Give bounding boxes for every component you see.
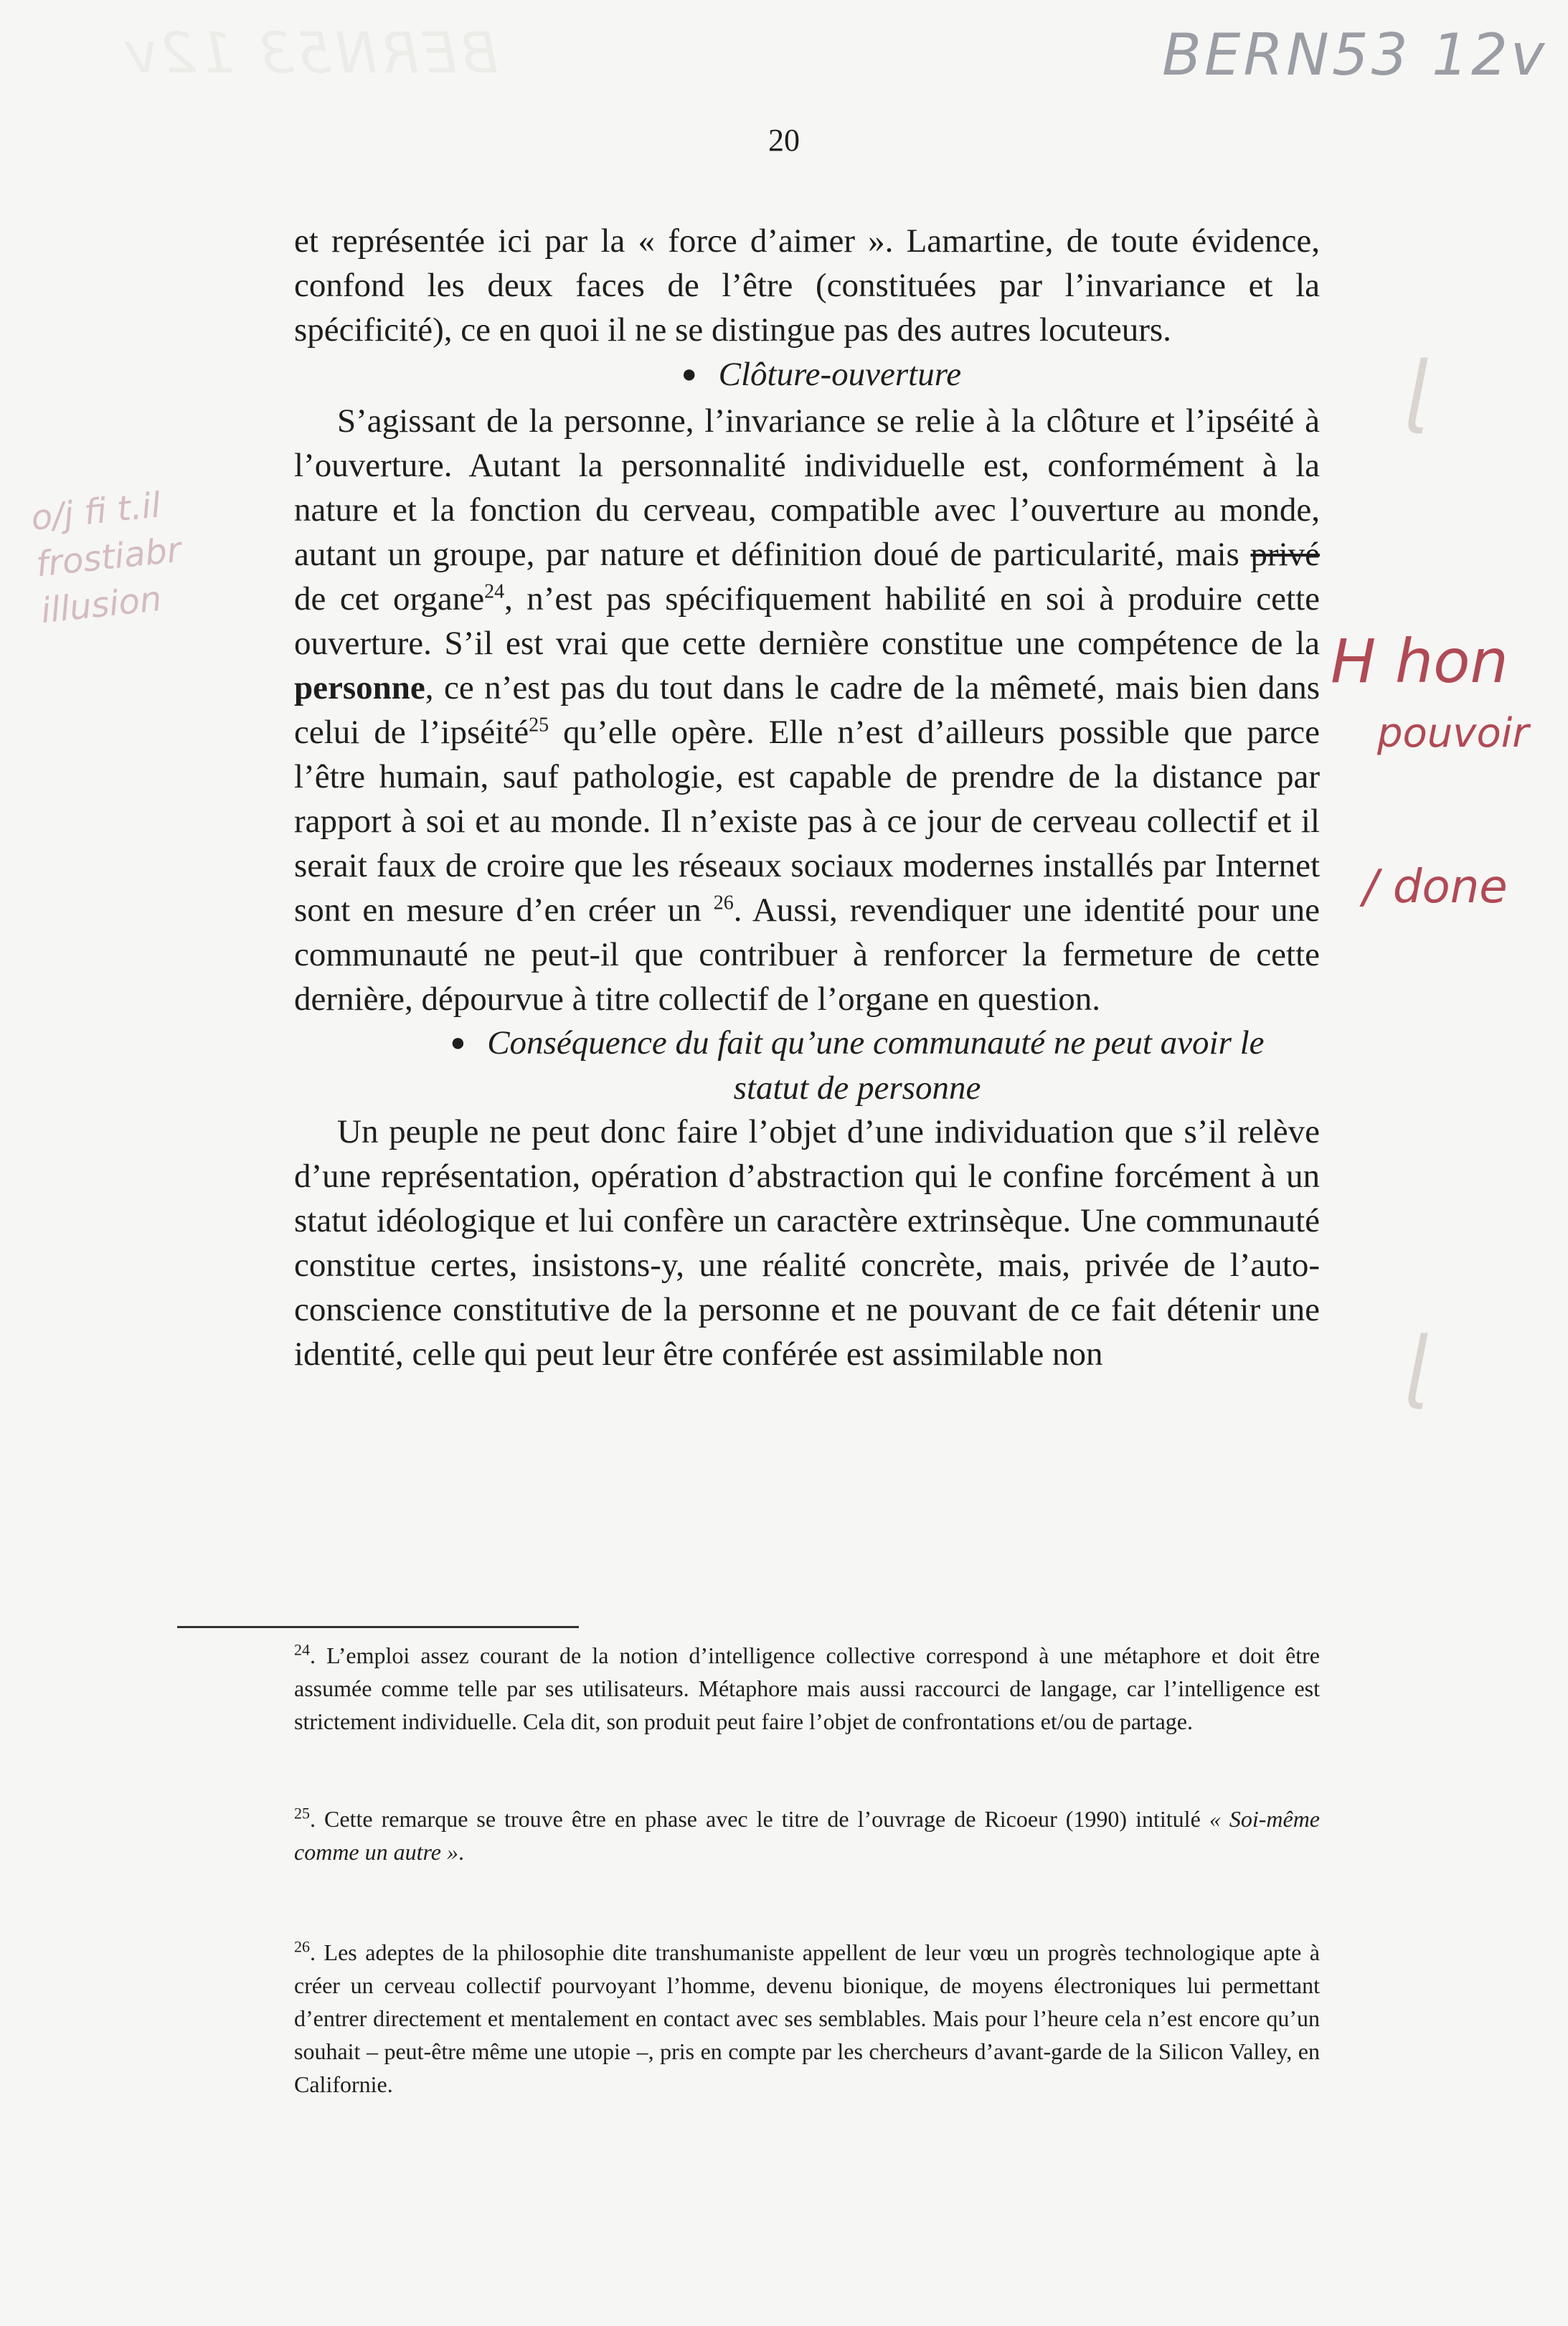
footnote-number: 24 [294,1640,310,1659]
archive-reference-code: BERN53 12v [1162,22,1548,88]
paragraph: Un peuple ne peut donc faire l’objet d’une individuation que s’il relève d’une représentation, opération d’abstraction qui le confine forcément à un statut idéologique et lui confère un caractère extrinsèque. Une communauté constitue certes, insistons-y, une réalité concrète, mais, privée de l’auto-conscience constitutive de la personne et ne pouvant de ce fait détenir une identité, celle qui peut leur être conférée est assimilable non [294,1113,1320,1373]
footnote [294,1936,1320,2101]
text-run: qu’elle opère. Elle n’est d’ailleurs possible que parce l’être humain, sauf pathologie, est capable de prendre de la distance par rapport à soi et au monde. Il n’existe pas à ce jour de cerveau collectif et il serait faux de croire que les réseaux sociaux modernes installés par Internet sont en mesure d’en créer un [294,714,1320,929]
text-run: . Aussi, revendiquer une identité pour une communauté ne peut-il que contribuer à renforcer la fermeture de cette dernière, dépourvue à titre collectif de l’organe en question. [294,892,1320,1018]
text-run: , n’est pas spécifiquement habilité en soi à produire cette ouverture. S’il est vrai que cette dernière constitue une compétence de la [294,580,1320,662]
footnote [294,1639,1320,1738]
footnote-ref[interactable]: 24 [484,580,505,603]
text-run: S’agissant de la personne, l’invariance se relie à la clôture et l’ipséité à l’ouverture. Autant la personnalité individuelle est, conformément à la nature et la fonction du cerveau, compatible avec l’ouverture au monde, autant un groupe, par nature et définition doué de particularité, mais [294,402,1320,573]
text-run: , ce n’est pas du tout dans le cadre de la mêmeté, mais bien dans celui de l’ipséité [294,669,1320,751]
footnote-ref[interactable]: 25 [529,714,549,737]
section-heading-text: Clôture-ouverture [718,356,962,393]
footnote-text: . L’emploi assez courant de la notion d’intelligence collective correspond à une métaphore et doit être assumée comme telle par ses utilisateurs. Métaphore mais aussi raccourci de langage, car l’intelligence est strictement individuelle. Cela dit, son produit peut faire l’objet de confrontations et/ou de partage. [294,1642,1320,1734]
bold-term: personne [294,669,425,706]
footnote-separator [177,1626,579,1628]
bullet-icon: ● [450,1028,466,1056]
struck-word: privé [1250,536,1320,573]
footnote-ref[interactable]: 26 [713,892,734,914]
text-run: de cet organe [294,580,485,618]
ghost-reference-code: BERN53 12v [122,22,499,86]
bullet-icon: ● [681,359,697,388]
paragraph [294,399,1320,1021]
main-text [294,219,1320,1376]
page-number: 20 [768,123,800,158]
footnote-text: . [458,1839,464,1865]
footnote [294,1802,1320,1868]
paragraph: et représentée ici par la « force d’aimer ». Lamartine, de toute évidence, confond les deux faces de l’être (constituées par l’invariance et la spécificité), ce en quoi il ne se distingue pas des autres locuteurs. [294,222,1320,349]
margin-bracket-mark: ɭ [1406,1320,1428,1412]
footnotes [294,1639,1320,2101]
section-heading [294,352,1320,399]
right-margin-annotation: / done [1363,861,1508,914]
footnote-text: . Les adeptes de la philosophie dite transhumaniste appellent de leur vœu un progrès technologique apte à créer un cerveau collectif pourvoyant l’homme, devenu bionique, de moyens électroniques lui permettant d’entrer directement et mentalement en contact avec ses semblables. Mais pour l’heure cela n’est encore qu’un souhait – peut-être même une utopie –, pris en compte par les chercheurs d’avant-garde de la Silicon Valley, en Californie. [294,1939,1320,2097]
section-heading [294,1021,1320,1110]
left-margin-annotation: o/j fi t.il frostiabr illusion [29,485,184,631]
footnote-number: 25 [294,1804,310,1822]
right-margin-annotation: H hon [1331,626,1508,696]
section-heading-text: Conséquence du fait qu’une communauté ne peut avoir le statut de personne [487,1024,1265,1107]
book-title: « Soi-même comme un autre » [294,1806,1321,1865]
margin-bracket-mark: ɭ [1406,344,1428,436]
footnote-number: 26 [294,1937,310,1956]
right-margin-annotation: pouvoir [1377,710,1529,757]
footnote-text: . Cette remarque se trouve être en phase avec le titre de l’ouvrage de Ricoeur (1990) intitulé [310,1806,1209,1832]
